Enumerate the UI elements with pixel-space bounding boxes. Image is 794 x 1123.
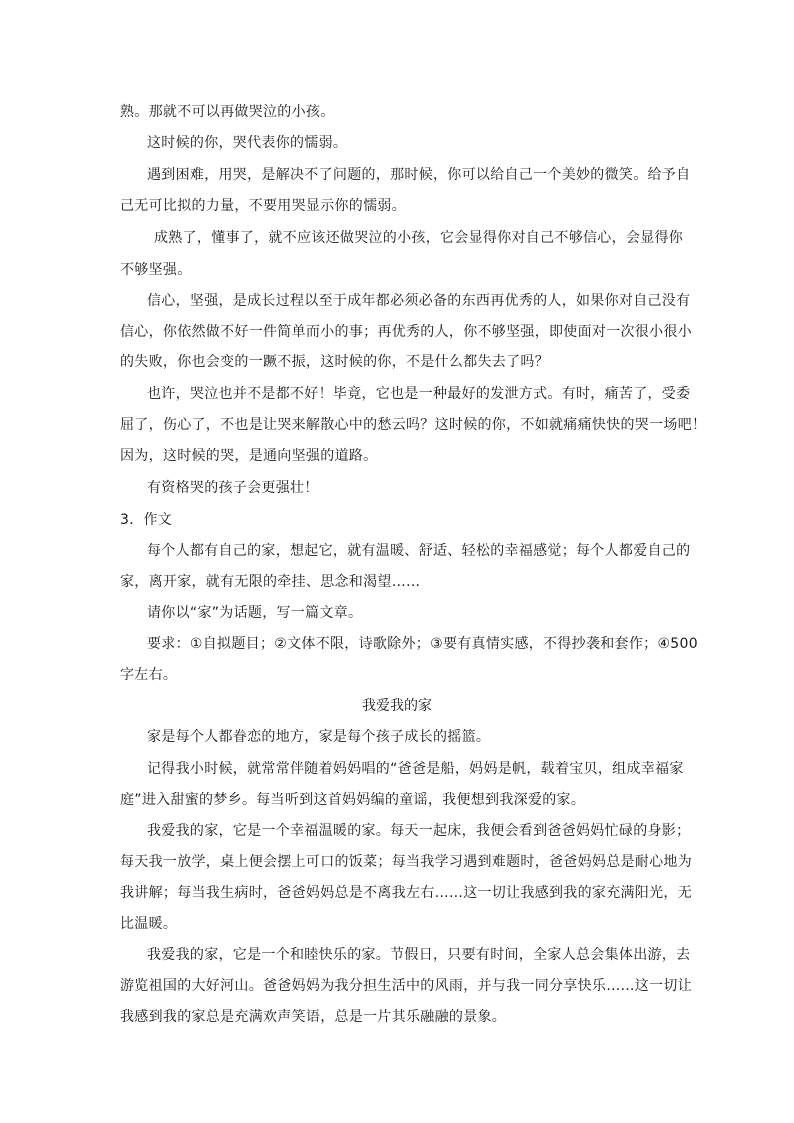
essay-title: 我爱我的家 xyxy=(362,698,432,714)
text-line: 每天我一放学，桌上便会摆上可口的饭菜；每当我学习遇到难题时，爸爸妈妈总是耐心地为 xyxy=(120,854,692,870)
text-line: 己无可比拟的力量，不要用哭显示你的懦弱。 xyxy=(120,198,406,214)
text-line: 遇到困难，用哭，是解决不了问题的，那时候，你可以给自己一个美妙的微笑。给予自 xyxy=(147,167,691,183)
text-line: 因为，这时候的哭，是通向坚强的道路。 xyxy=(120,448,378,464)
text-line: 不够坚强。 xyxy=(120,262,192,278)
text-line: 信心，坚强，是成长过程以至于成年都必须必备的东西再优秀的人，如果你对自己没有 xyxy=(147,293,691,309)
text-line: 这时候的你，哭代表你的懦弱。 xyxy=(147,135,348,151)
section-heading: 3．作文 xyxy=(120,512,173,528)
text-line: 我爱我的家，它是一个和睦快乐的家。节假日，只要有时间，全家人总会集体出游，去 xyxy=(147,947,691,963)
text-line: 的失败，你也会变的一蹶不振，这时候的你，不是什么都失去了吗？ xyxy=(120,354,549,370)
text-line: 我爱我的家，它是一个幸福温暖的家。每天一起床，我便会看到爸爸妈妈忙碌的身影； xyxy=(147,823,691,839)
text-line: 家是每个人都眷恋的地方，家是每个孩子成长的摇篮。 xyxy=(147,729,491,745)
text-line: 家，离开家，就有无限的牵挂、思念和渴望…… xyxy=(120,574,421,590)
text-line: 字左右。 xyxy=(120,667,178,683)
text-line: 熟。那就不可以再做哭泣的小孩。 xyxy=(120,104,335,120)
text-line: 比温暖。 xyxy=(120,916,178,932)
text-line: 我讲解；每当我生病时，爸爸妈妈总是不离我左右……这一切让我感到我的家充满阳光，无 xyxy=(120,885,692,901)
text-line: 屈了，伤心了，不也是让哭来解散心中的愁云吗？这时候的你，不如就痛痛快快的哭一场吧！ xyxy=(120,417,707,433)
text-line: 游览祖国的大好河山。爸爸妈妈为我分担生活中的风雨，并与我一同分享快乐……这一切让 xyxy=(120,978,692,994)
text-line: 有资格哭的孩子会更强壮！ xyxy=(147,480,319,496)
text-line: 要求：①自拟题目；②文体不限，诗歌除外；③要有真情实感，不得抄袭和套作；④500 xyxy=(147,636,698,652)
text-line: 信心，你依然做不好一件简单而小的事；再优秀的人，你不够坚强，即使面对一次很小很小 xyxy=(120,324,692,340)
text-line: 庭”进入甜蜜的梦乡。每当听到这首妈妈编的童谣，我便想到我深爱的家。 xyxy=(120,792,586,808)
text-line: 也许，哭泣也并不是都不好！毕竟，它也是一种最好的发泄方式。有时，痛苦了，受委 xyxy=(147,386,691,402)
text-line: 每个人都有自己的家，想起它，就有温暖、舒适、轻松的幸福感觉；每个人都爱自己的 xyxy=(147,543,691,559)
text-line: 请你以“家”为话题，写一篇文章。 xyxy=(147,605,363,621)
text-line: 记得我小时候，就常常伴随着妈妈唱的“爸爸是船，妈妈是帆，载着宝贝，组成幸福家 xyxy=(147,761,684,777)
text-line: 成熟了，懂事了，就不应该还做哭泣的小孩，它会显得你对自己不够信心，会显得你 xyxy=(154,230,684,246)
text-line: 我感到我的家总是充满欢声笑语，总是一片其乐融融的景象。 xyxy=(120,1009,507,1025)
